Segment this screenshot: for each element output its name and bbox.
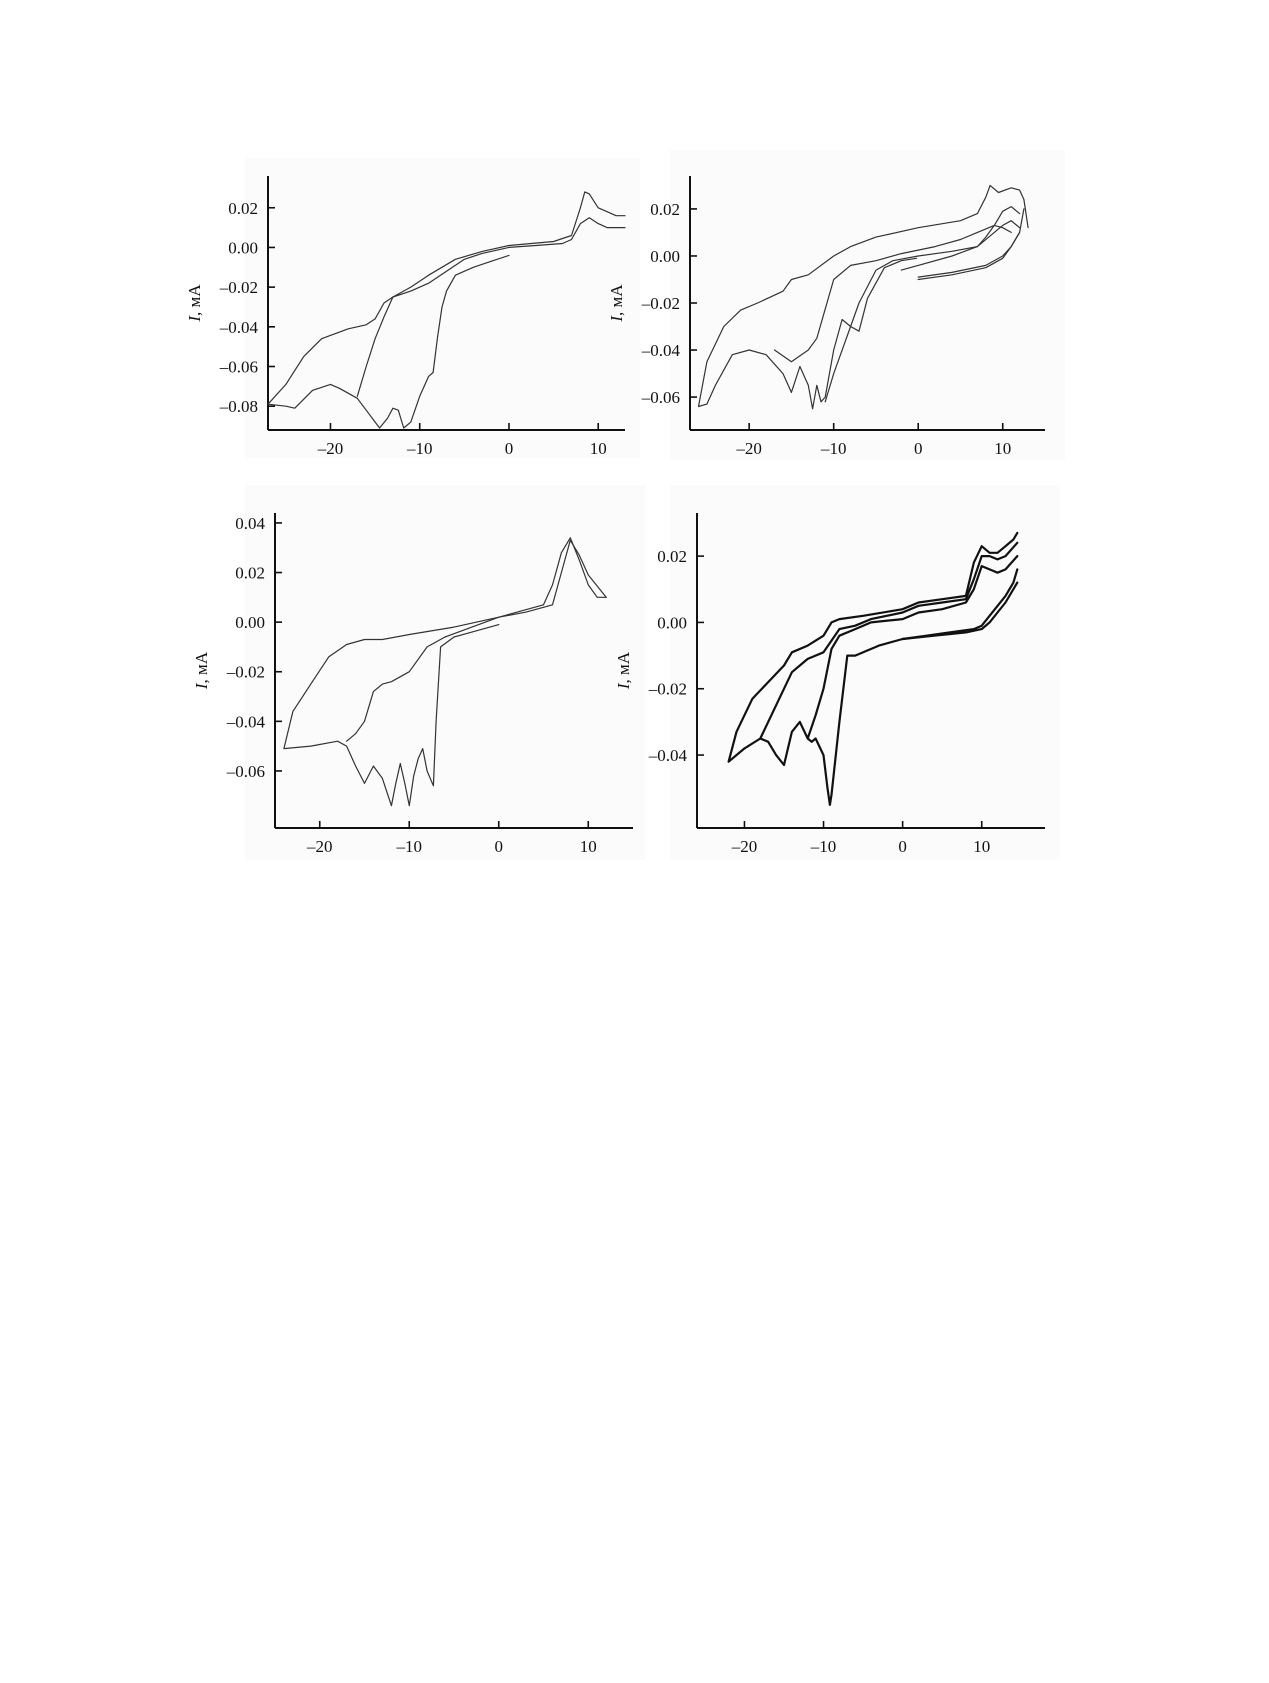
y-tick-label: 0.02	[657, 547, 687, 567]
y-tick-label: –0.02	[226, 662, 265, 682]
x-tick-label: –10	[396, 837, 422, 856]
chart-panel-3	[192, 485, 645, 860]
x-tick-label: 10	[994, 439, 1012, 458]
y-tick-label: 0.02	[228, 198, 258, 218]
y-axis-label: I, мА	[192, 651, 211, 690]
y-tick-label: –0.06	[219, 357, 258, 377]
panel-background	[245, 158, 640, 458]
y-tick-label: –0.06	[641, 388, 680, 408]
x-tick-label: –10	[820, 439, 847, 458]
y-tick-label: –0.04	[219, 317, 258, 337]
x-tick-label: –10	[406, 439, 433, 458]
chart-panel-1	[185, 158, 640, 458]
y-tick-label: –0.02	[219, 278, 258, 298]
x-tick-label: 0	[898, 837, 907, 856]
x-tick-label: 0	[504, 439, 514, 458]
x-tick-label: 10	[973, 837, 991, 856]
y-tick-label: 0.00	[657, 613, 687, 633]
chart-panel-4	[614, 485, 1060, 860]
y-tick-label: 0.02	[235, 563, 265, 583]
x-tick-label: 0	[913, 439, 923, 458]
y-tick-label: –0.02	[648, 679, 687, 699]
panel-background	[245, 485, 645, 860]
y-tick-label: –0.02	[641, 294, 680, 313]
x-tick-label: 10	[589, 439, 607, 458]
x-tick-label: –20	[736, 439, 762, 458]
y-tick-label: –0.08	[219, 397, 258, 417]
y-axis-label: I, мА	[614, 651, 633, 690]
y-tick-label: 0.00	[235, 613, 265, 633]
x-tick-label: –20	[731, 837, 758, 856]
y-tick-label: 0.00	[650, 246, 680, 266]
x-tick-label: –20	[307, 837, 333, 856]
y-tick-label: –0.04	[641, 341, 680, 361]
y-tick-label: 0.04	[235, 513, 265, 533]
panel-background	[670, 485, 1060, 860]
x-tick-label: 0	[494, 837, 503, 856]
y-tick-label: 0.00	[228, 238, 258, 258]
y-axis-label: I, мА	[185, 284, 204, 322]
y-axis-label: I, мА	[607, 284, 626, 322]
x-tick-label: –10	[810, 837, 837, 856]
chart-panel-2	[607, 150, 1065, 460]
y-tick-label: –0.06	[226, 761, 265, 781]
x-tick-label: 10	[579, 837, 597, 856]
panel-background	[670, 150, 1065, 460]
x-tick-label: –20	[317, 439, 344, 458]
y-tick-label: 0.02	[650, 199, 680, 219]
y-tick-label: –0.04	[226, 712, 265, 732]
y-tick-label: –0.04	[648, 746, 687, 766]
